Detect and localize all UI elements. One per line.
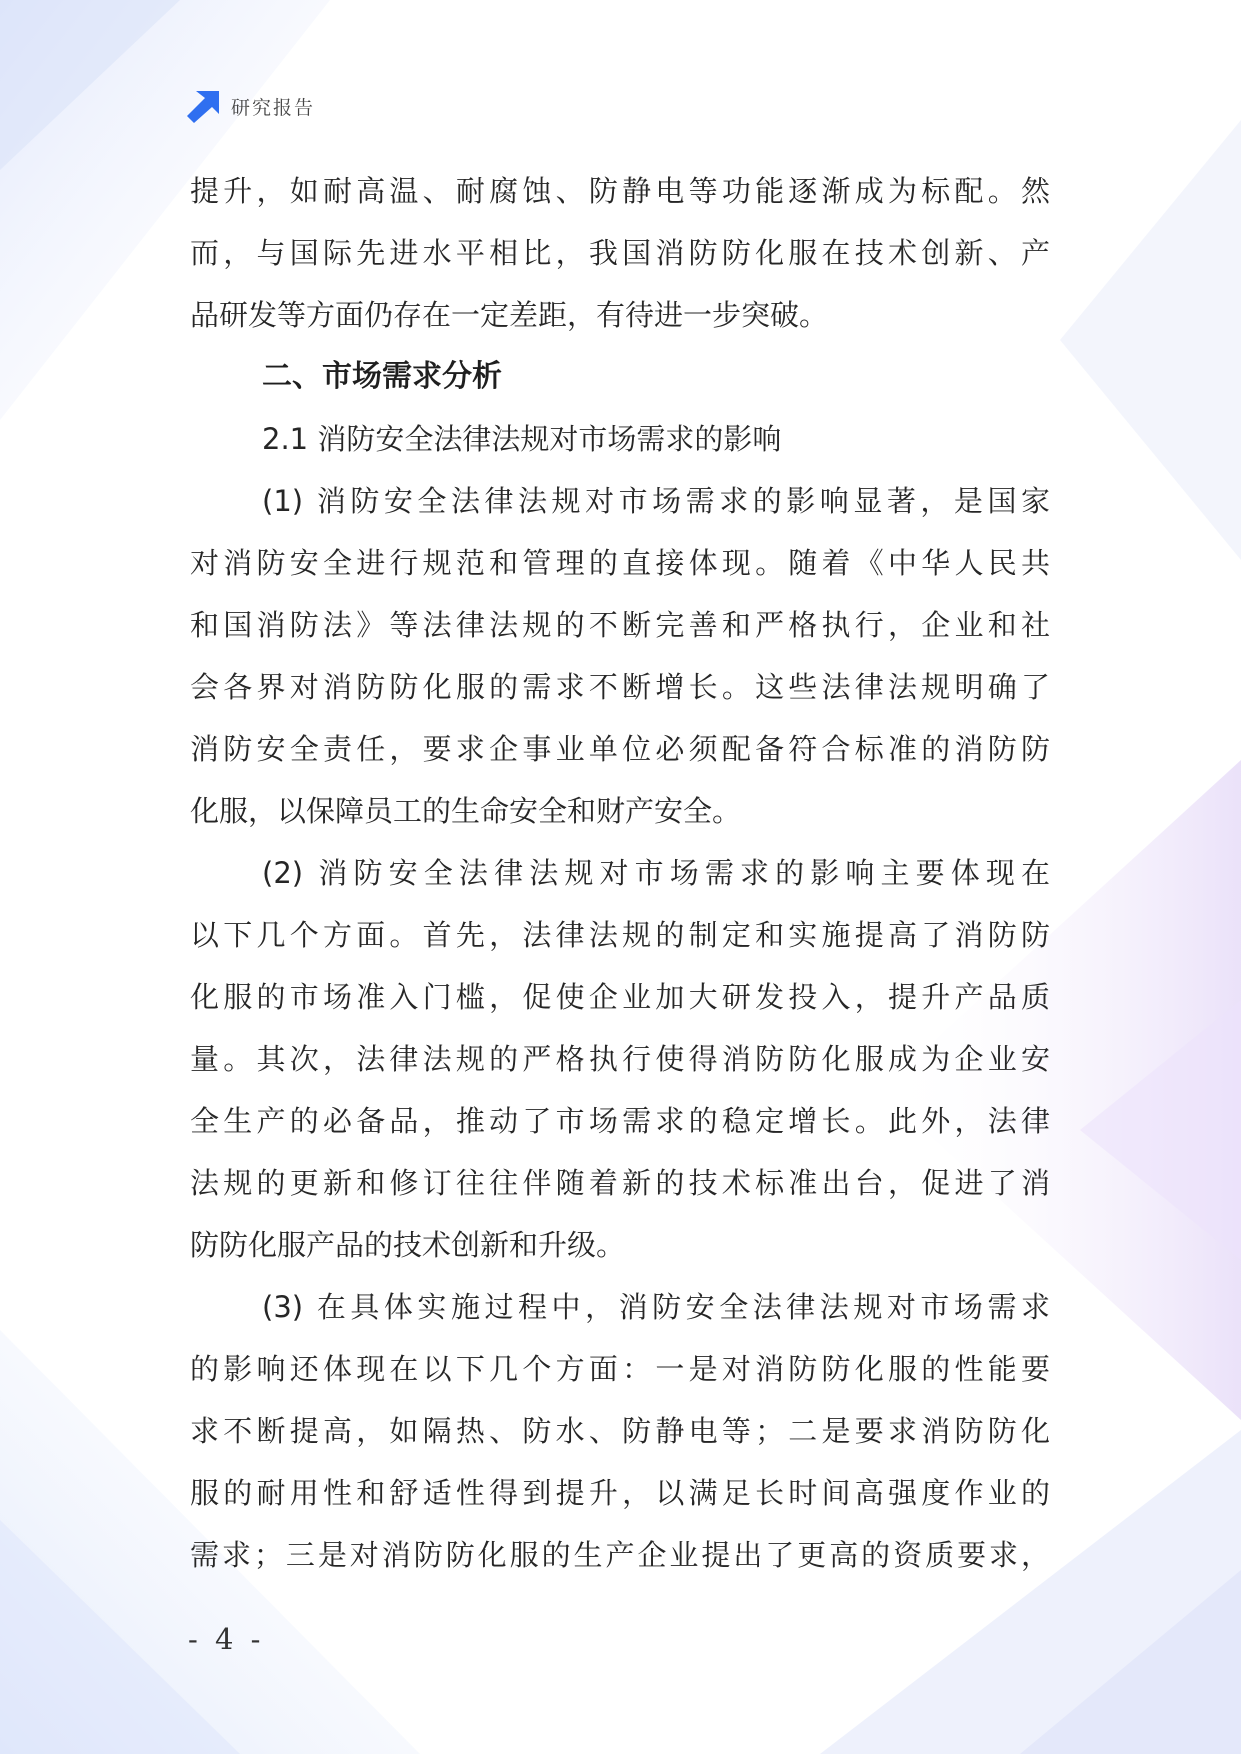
paragraph-line: 量。其次，法律法规的严格执行使得消防防化服成为企业安 [190,1042,1050,1076]
paragraph-line: 的影响还体现在以下几个方面：一是对消防防化服的性能要 [190,1352,1050,1386]
paragraph-line: 以下几个方面。首先，法律法规的制定和实施提高了消防防 [190,918,1050,952]
paragraph-line: (1) 消防安全法律法规对市场需求的影响显著，是国家 [262,484,1050,518]
intro-line: 品研发等方面仍存在一定差距，有待进一步突破。 [190,298,829,332]
paragraph-line: 求不断提高，如隔热、防水、防静电等；二是要求消防防化 [190,1414,1050,1448]
intro-line: 提升，如耐高温、耐腐蚀、防静电等功能逐渐成为标配。然 [190,174,1050,208]
intro-line: 而，与国际先进水平相比，我国消防防化服在技术创新、产 [190,236,1050,270]
document-body [190,160,1050,1586]
paragraph-line: 会各界对消防防化服的需求不断增长。这些法律法规明确了 [190,670,1050,704]
paragraph-line: 全生产的必备品，推动了市场需求的稳定增长。此外，法律 [190,1104,1050,1138]
paragraph-line: 服的耐用性和舒适性得到提升，以满足长时间高强度作业的 [190,1476,1050,1510]
paragraph-line: 需求；三是对消防防化服的生产企业提出了更高的资质要求， [190,1538,1050,1572]
paragraph-line: 防防化服产品的技术创新和升级。 [190,1228,626,1262]
paragraph-line: 和国消防法》等法律法规的不断完善和严格执行，企业和社 [190,608,1050,642]
paragraph-line: (3) 在具体实施过程中，消防安全法律法规对市场需求 [262,1290,1050,1324]
report-header [187,88,315,124]
paragraph-line: 化服的市场准入门槛，促使企业加大研发投入，提升产品质 [190,980,1050,1014]
paragraph-line: (2) 消防安全法律法规对市场需求的影响主要体现在 [262,856,1050,890]
subsection-heading: 2.1 消防安全法律法规对市场需求的影响 [262,422,782,456]
section-heading: 二、市场需求分析 [262,359,502,394]
arrow-up-right-icon [187,89,221,123]
paragraph-line: 消防安全责任，要求企事业单位必须配备符合标准的消防防 [190,732,1050,766]
header-label: 研究报告 [231,96,316,119]
page-number: - 4 - [188,1622,265,1656]
paragraph-line: 法规的更新和修订往往伴随着新的技术标准出台，促进了消 [190,1166,1050,1200]
paragraph-line: 化服，以保障员工的生命安全和财产安全。 [190,794,742,828]
paragraph-line: 对消防安全进行规范和管理的直接体现。随着《中华人民共 [190,546,1050,580]
